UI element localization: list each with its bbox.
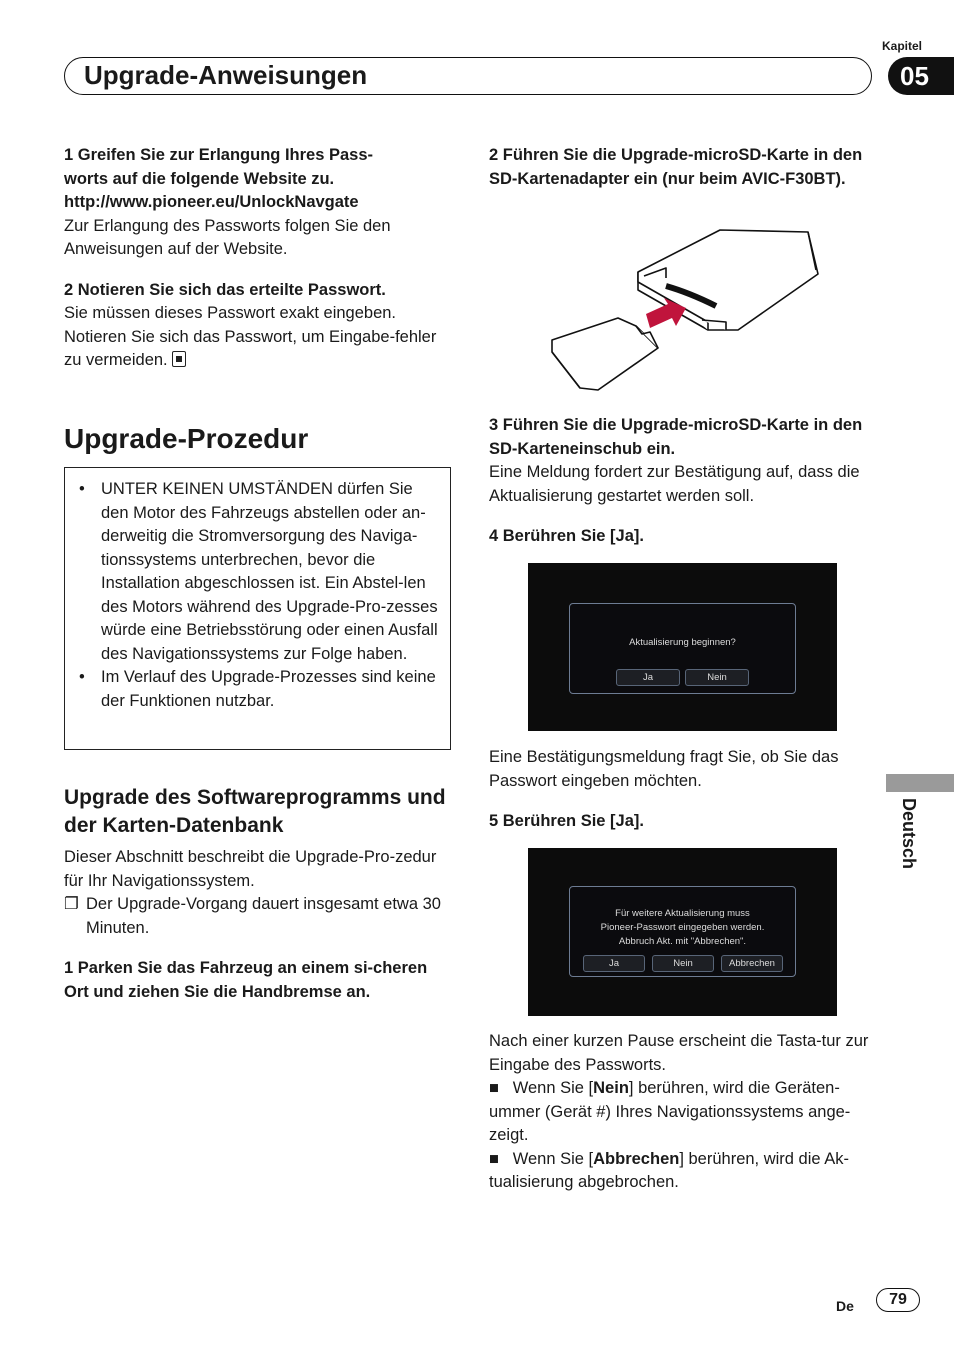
yes-button[interactable]: Ja [583,955,645,972]
after-screen1-text: Eine Bestätigungsmeldung fragt Sie, ob Sie das Passwort eingeben möchten. [489,748,839,790]
note-item: • UNTER KEINEN UMSTÄNDEN dürfen Sie den Motor des Fahrzeugs abstellen oder an-derweitig die Stromversorgung des Naviga-tionssystems unterbrechen, bevor die Installation abgeschlossen ist. Ein Abstel-len des Motors während des Upgrade-Pro-zesses würde eine Betriebsstörung oder einen Ausfall des Navigationssystems zur Folge haben. [79,480,438,663]
step2-text: Sie müssen dieses Passwort exakt eingeben. Notieren Sie sich das Passwort, um Eingabe-fehler zu vermeiden. [64,304,437,369]
square-bullet-icon: ■ [489,1149,499,1168]
page-title: Upgrade-Anweisungen [84,60,368,90]
step2-heading: 2 Notieren Sie sich das erteilte Passwort. [64,280,386,299]
subsection-text: Dieser Abschnitt beschreibt die Upgrade-Pro-zedur für Ihr Navigationssystem. [64,848,437,890]
stop-icon [172,351,186,367]
square-bullet-icon: ■ [489,1079,499,1097]
after-screen2-text: Nach einer kurzen Pause erscheint die Tasta-tur zur Eingabe des Passworts. [489,1032,869,1074]
subsection-title: Upgrade des Softwareprogramms und der Karten-Datenbank [64,786,446,837]
chapter-label: Kapitel [882,39,923,53]
no-button[interactable]: Nein [685,669,749,686]
page-number: 79 [876,1288,920,1312]
chapter-badge: 05 [888,57,954,95]
bullet-icon: • [79,668,85,686]
cancel-note: ■ Wenn Sie [Abbrechen] berühren, wird die Ak-tualisierung abgebrochen. [489,1149,849,1191]
cancel-button[interactable]: Abbrechen [721,955,783,972]
dialog-message: Aktualisierung beginnen? [629,637,736,648]
section-title: Upgrade-Prozedur [64,423,309,454]
step3-heading: 3 Führen Sie die Upgrade-microSD-Karte in den SD-Karteneinschub ein. [489,416,863,458]
note-item: • Im Verlauf des Upgrade-Prozesses sind keine der Funktionen nutzbar. [79,668,436,710]
subsection-body [64,846,450,1004]
bullet-icon: • [79,480,85,498]
confirm-screen-2 [528,848,837,1016]
no-button[interactable]: Nein [652,955,714,972]
step5-heading: 5 Berühren Sie [Ja]. [489,812,644,830]
sd-card-illustration [540,222,830,398]
right-steps [489,414,873,549]
language-tab [886,774,954,792]
right-bottom [489,1030,875,1195]
right-mid [489,746,873,834]
password-dialog [569,886,796,977]
step2-card-heading: 2 Führen Sie die Upgrade-microSD-Karte in den SD-Kartenadapter ein (nur beim AVIC-F30BT). [489,146,863,188]
checkbox-note: ❐ Der Upgrade-Vorgang dauert insgesamt etwa 30 Minuten. [64,895,441,937]
yes-button[interactable]: Ja [616,669,680,686]
step4-heading: 4 Berühren Sie [Ja]. [489,527,644,545]
step1-text: Zur Erlangung des Passworts folgen Sie den Anweisungen auf der Website. [64,216,391,258]
step3-text: Eine Meldung fordert zur Bestätigung auf, dass die Aktualisierung gestartet werden soll. [489,463,860,505]
dialog-line1: Für weitere Aktualisierung muss [615,908,750,919]
dialog-line3: Abbruch Akt. mit "Abbrechen". [618,936,747,947]
confirm-dialog [569,603,796,694]
nein-note: ■ Wenn Sie [Nein] berühren, wird die Geräten-ummer (Gerät #) Ihres Navigationssystems ange-zeigt. [489,1079,851,1144]
language-label: Deutsch [899,798,919,870]
right-step2 [489,144,873,191]
step1-url: http://www.pioneer.eu/UnlockNavgate [64,193,359,211]
left-column [64,144,450,373]
park-step: 1 Parken Sie das Fahrzeug an einem si-cheren Ort und ziehen Sie die Handbremse an. [64,959,428,1001]
footer-language: De [836,1298,854,1314]
confirm-screen-1 [528,563,837,731]
step1-heading: 1 Greifen Sie zur Erlangung Ihres Pass- worts auf die folgende Website zu. [64,146,374,188]
caution-box [64,467,451,750]
checkbox-icon: ❐ [64,895,79,913]
dialog-line2: Pioneer-Passwort eingegeben werden. [600,922,765,933]
